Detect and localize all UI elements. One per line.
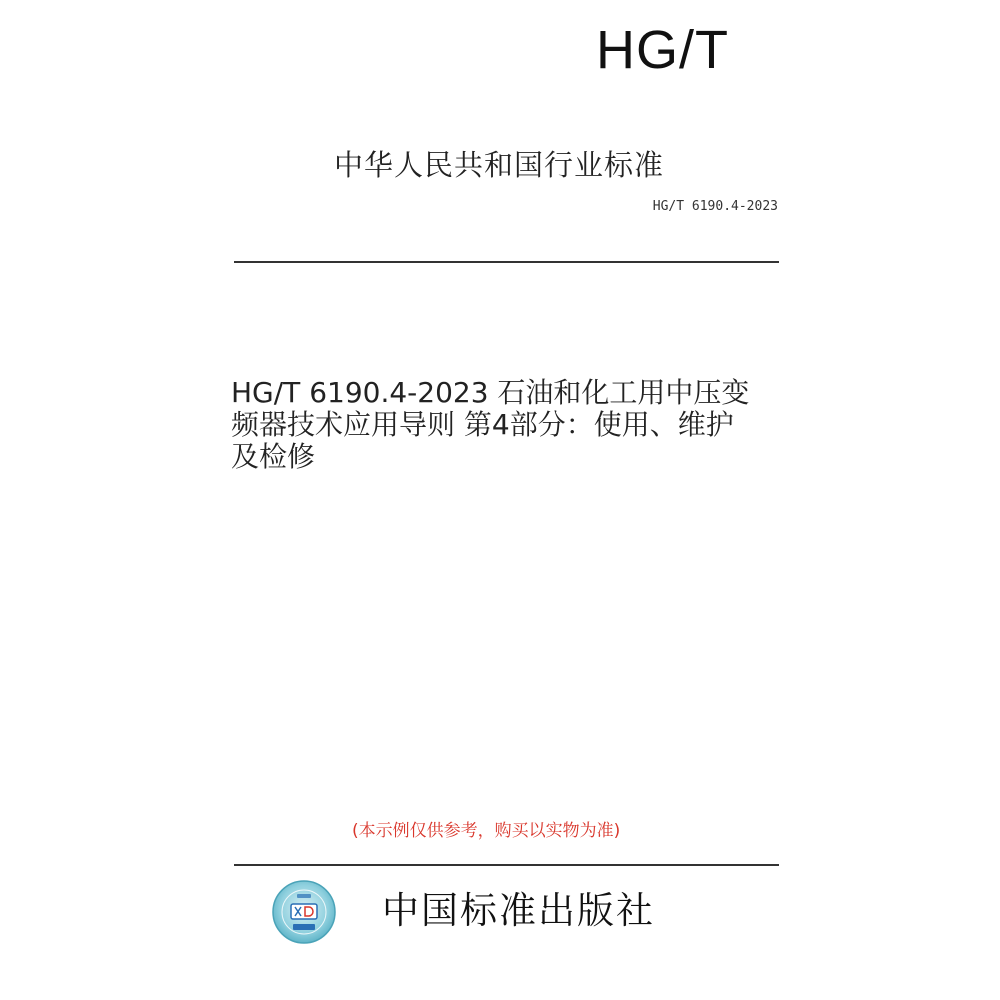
publisher-seal-icon xyxy=(271,879,337,945)
publisher-name: 中国标准出版社 xyxy=(382,889,655,932)
document-title-line-2: 频器技术应用导则 第4部分：使用、维护 xyxy=(231,408,734,441)
document-title-line-3: 及检修 xyxy=(231,440,316,473)
document-title-line-1: HG/T 6190.4-2023 石油和化工用中压变 xyxy=(231,376,750,409)
standard-code-top: HG/T xyxy=(596,20,729,80)
standard-number: HG/T 6190.4-2023 xyxy=(652,199,778,214)
disclaimer-text: (本示例仅供参考，购买以实物为准) xyxy=(352,821,621,841)
document-title xyxy=(231,377,791,473)
standard-title: 中华人民共和国行业标准 xyxy=(334,148,665,182)
top-divider xyxy=(234,261,779,263)
bottom-divider xyxy=(234,864,779,866)
